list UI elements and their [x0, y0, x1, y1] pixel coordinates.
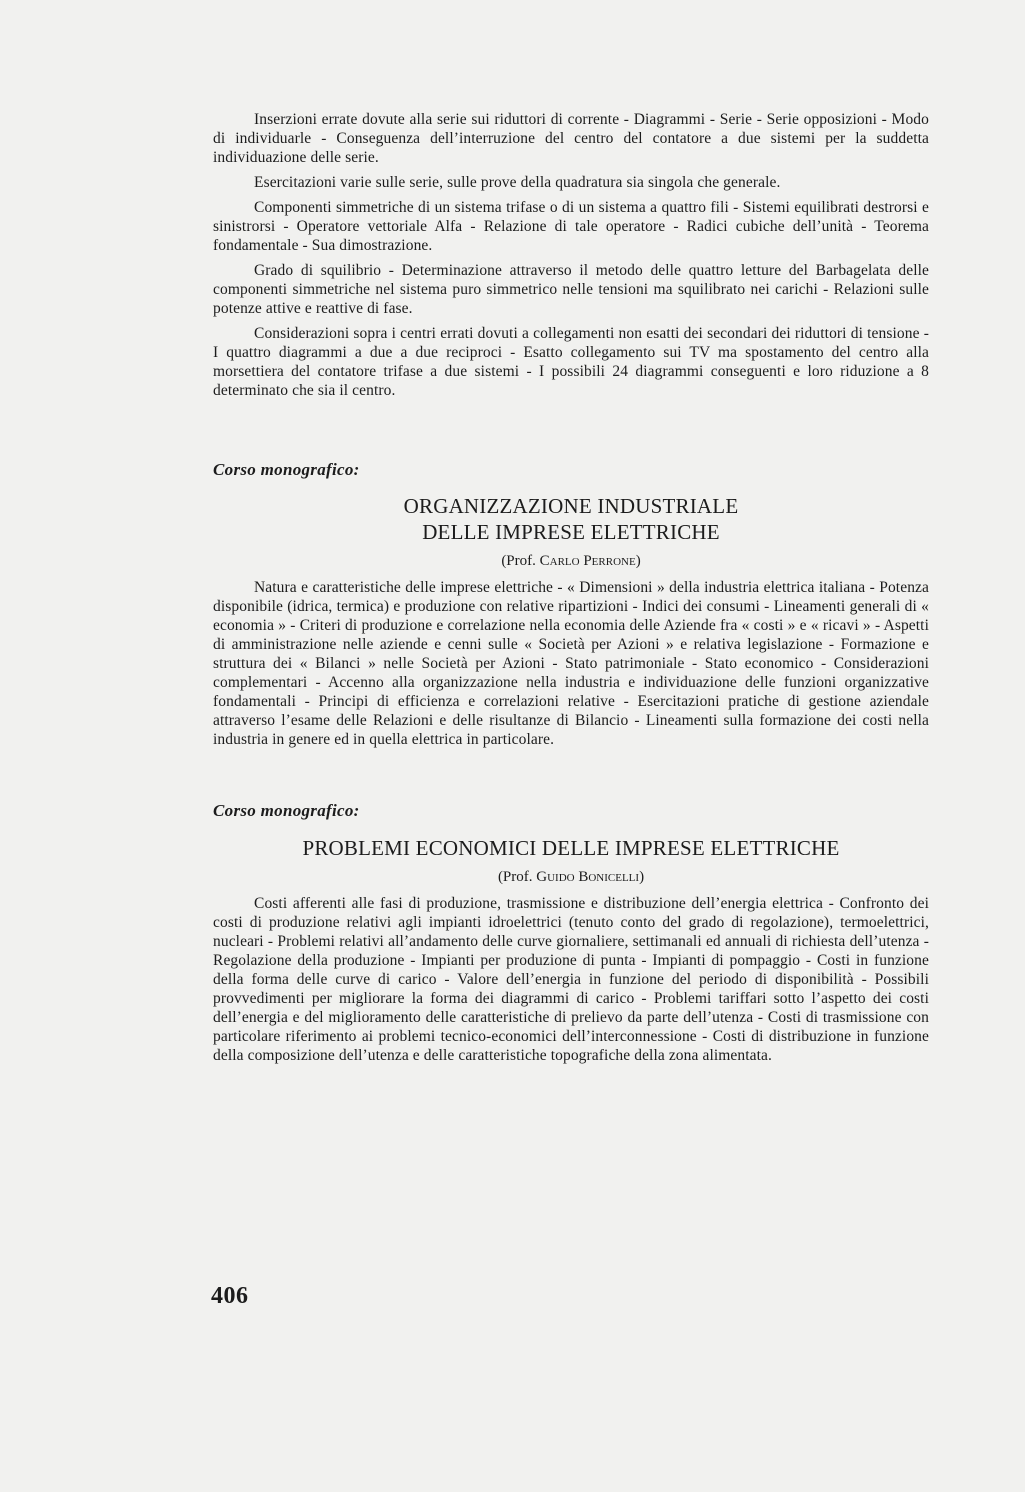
paragraph-componenti-simmetriche: Componenti simmetriche di un sistema trifase o di un sistema a quattro fili - Sistemi equilibrati destrorsi e sinistrorsi - Operatore vettoriale Alfa - Relazione di tale operatore - Radici cubiche dell’unità - Teorema fondamentale - Sua dimostrazione.: [213, 199, 929, 254]
course-label: Corso monografico:: [213, 460, 360, 479]
course-label: Corso monografico:: [213, 801, 360, 820]
professor-name: Guido Bonicelli: [536, 869, 640, 885]
paragraph-considerazioni: Considerazioni sopra i centri errati dovuti a collegamenti non esatti dei secondari dei riduttori di tensione - I quattro diagrammi a due a due reciproci - Esatto collegamento sui TV ma spostamento del centro alla morsettiera del contatore trifase a due sistemi - I possibili 24 diagrammi conseguenti e loro riduzione a 8 determinato che sia il centro.: [213, 325, 929, 399]
page-content: [213, 110, 929, 1065]
paragraph-serie: Inserzioni errate dovute alla serie sui riduttori di corrente - Diagrammi - Serie - Serie opposizioni - Modo di individuarle - Conseguenza dell’interruzione del centro del contatore a due sistemi per la suddetta individuazione delle serie.: [213, 111, 929, 166]
prof-prefix: (Prof.: [501, 553, 536, 569]
course-description: Natura e caratteristiche delle imprese elettriche - « Dimensioni » della industria elettrica italiana - Potenza disponibile (idrica, termica) e produzione con relative ripartizioni - Indici dei consumi - Lineamenti generali di « economia » - Criteri di produzione e correlazione nella economia delle Aziende fra « costi » e « ricavi » - Aspetti di amministrazione nelle aziende e cenni sulle « Società per Azioni » e relativa legislazione - Formazione e struttura dei « Bilanci » nelle Società per Azioni - Stato patrimoniale - Stato economico - Considerazioni complementari - Accenno alla organizzazione nella industria e individuazione delle funzioni organizzative fondamentali - Principi di efficienza e correlazioni relative - Esercitazioni pratiche di gestione aziendale attraverso l’esame delle Relazioni e delle risultanze di Bilancio - Lineamenti sulla formazione dei costi nella industria in genere ed in quella elettrica in particolare.: [213, 579, 929, 748]
course-title-line2: DELLE IMPRESE ELETTRICHE: [422, 520, 720, 544]
professor-credit: [213, 869, 929, 886]
prof-prefix: (Prof.: [497, 869, 533, 885]
course-title-line1: ORGANIZZAZIONE INDUSTRIALE: [403, 494, 739, 518]
professor-name: Carlo Perrone: [539, 553, 636, 569]
paragraph-esercitazioni: Esercitazioni varie sulle serie, sulle prove della quadratura sia singola che generale.: [254, 174, 781, 191]
paragraph-grado-squilibrio: Grado di squilibrio - Determinazione attraverso il metodo delle quattro letture del Barbagelata delle componenti simmetriche nel sistema puro simmetrico nelle tensioni ma squilibrato nei carichi - Relazioni sulle potenze attive e reattive di fase.: [213, 262, 929, 317]
course-title: PROBLEMI ECONOMICI DELLE IMPRESE ELETTRICHE: [302, 836, 840, 860]
professor-credit: [213, 553, 929, 570]
prof-suffix: ): [639, 869, 645, 885]
prof-suffix: ): [635, 553, 641, 569]
course-description: Costi afferenti alle fasi di produzione, trasmissione e distribuzione dell’energia elettrica - Confronto dei costi di produzione relativi agli impianti idroelettrici (tenuto conto del grado di regolazione), termoelettrici, nucleari - Problemi relativi all’andamento delle curve giornaliere, settimanali ed annuali di richiesta dell’utenza - Regolazione della produzione - Impianti per produzione di punta - Impianti di pompaggio - Costi in funzione della forma delle curve di carico - Valore dell’energia in funzione del periodo di disponibilità - Possibili provvedimenti per migliorare la forma dei diagrammi di carico - Problemi tariffari sotto l’aspetto dei costi dell’energia e del miglioramento delle caratteristiche di prelievo da parte dell’utenza - Costi di trasmissione con particolare riferimento ai problemi tecnico-economici dell’interconnessione - Costi di distribuzione in funzione della composizione dell’utenza e delle caratteristiche topografiche della zona alimentata.: [213, 895, 929, 1064]
page-number: 406: [211, 1283, 249, 1309]
